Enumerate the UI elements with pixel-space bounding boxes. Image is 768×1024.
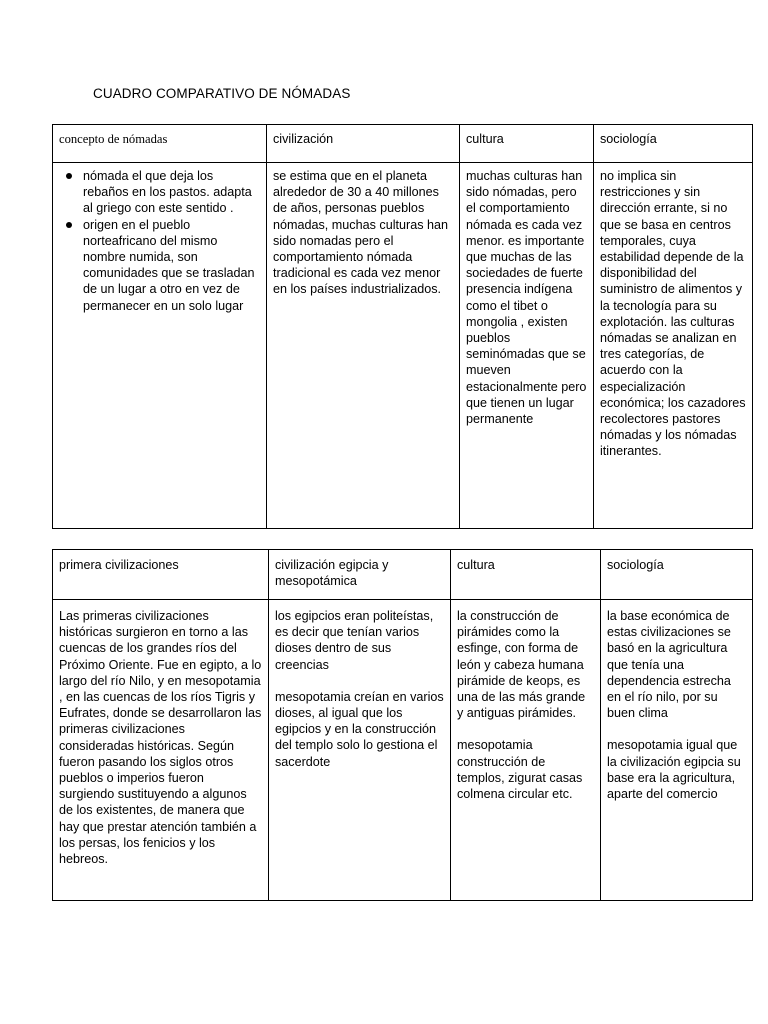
table-row <box>53 600 753 901</box>
table-header-row <box>53 550 753 600</box>
header-sociologia: sociología <box>594 125 753 163</box>
header-civilizacion-egipcia: civilización egipcia y mesopotámica <box>269 550 451 600</box>
table-row <box>53 163 753 529</box>
header-sociologia: sociología <box>601 550 753 600</box>
cell-cultura <box>451 600 601 901</box>
header-primera-civilizaciones: primera civilizaciones <box>53 550 269 600</box>
paragraph: mesopotamia construcción de templos, zigurat casas colmena circular etc. <box>457 738 583 802</box>
list-item: origen en el pueblo norteafricano del mismo nombre numida, son comunidades que se trasladan de un lugar a otro en vez de permanecer en un solo lugar <box>83 217 260 314</box>
header-cultura: cultura <box>451 550 601 600</box>
concepto-bullet-list <box>59 168 260 314</box>
paragraph: mesopotamia igual que la civilización egipcia su base era la agricultura, aparte del comercio <box>607 738 741 802</box>
cell-civilizacion: se estima que en el planeta alrededor de 30 a 40 millones de años, personas pueblos nómadas, muchas culturas han sido nomadas pero el comportamiento nómada tradicional es cada vez menor en los países industrializados. <box>267 163 460 529</box>
cell-civilizacion-egipcia <box>269 600 451 901</box>
paragraph: los egipcios eran politeístas, es decir que tenían varios dioses dentro de sus creencias <box>275 609 434 672</box>
table-header-row <box>53 125 753 163</box>
cell-cultura: muchas culturas han sido nómadas, pero el comportamiento nómada es cada vez menor. es importante que muchas de las sociedades de fuerte presencia indígena como el tibet o mongolia , existen pueblos seminómadas que se mueven estacionalmente pero que tienen un lugar permanente <box>460 163 594 529</box>
list-item: nómada el que deja los rebaños en los pastos. adapta al griego con este sentido . <box>83 168 260 217</box>
cell-sociologia: no implica sin restricciones y sin dirección errante, si no que se basa en centros temporales, cuya estabilidad depende de la disponibilidad del suministro de alimentos y la tecnología para su explotación. las culturas nómadas se analizan en tres categorías, de acuerdo con la especialización económica; los cazadores recolectores pastores nómadas y los nómadas itinerantes. <box>594 163 753 529</box>
header-cultura: cultura <box>460 125 594 163</box>
first-civilizations-table <box>52 549 753 901</box>
cell-primera-civilizaciones: Las primeras civilizaciones históricas surgieron en torno a las cuencas de los grandes ríos del Próximo Oriente. Fue en egipto, a lo largo del río Nilo, y en mesopotamia , en las cuencas de los ríos Tigris y Eufrates, donde se desarrollaron las primeras civilizaciones consideradas históricas. Según fueron pasando los siglos otros pueblos o imperios fueron surgiendo sustituyendo a algunos de los existentes, de manera que hay que prestar atención también a los persas, los fenicios y los hebreos. <box>53 600 269 901</box>
cell-sociologia <box>601 600 753 901</box>
paragraph: la base económica de estas civilizaciones se basó en la agricultura que tenía una dependencia estrecha en el río nilo, por su buen clima <box>607 609 731 721</box>
header-concepto: concepto de nómadas <box>53 125 267 163</box>
nomads-comparison-table <box>52 124 753 529</box>
paragraph: mesopotamia creían en varios dioses, al igual que los egipcios y en la construcción del templo solo lo gestiona el sacerdote <box>275 689 444 769</box>
cell-concepto <box>53 163 267 529</box>
header-civilizacion: civilización <box>267 125 460 163</box>
paragraph: la construcción de pirámides como la esfinge, con forma de león y cabeza humana pirámide de keops, es una de las más grande y antiguas pirámides. <box>457 609 586 721</box>
page-title: CUADRO COMPARATIVO DE NÓMADAS <box>93 86 351 101</box>
